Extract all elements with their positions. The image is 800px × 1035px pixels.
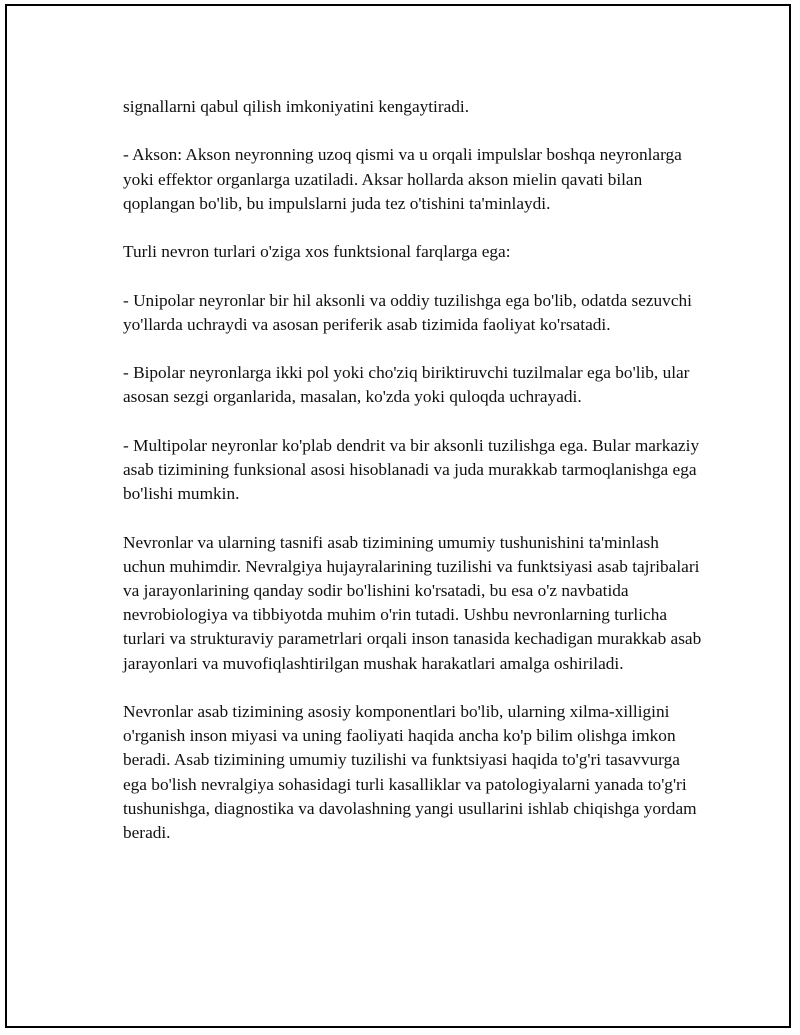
paragraph-unipolar: - Unipolar neyronlar bir hil aksonli va oddiy tuzilishga ega bo'lib, odatda sezuvchi yo'llarda uchraydi va asosan periferik asab tizimida faoliyat ko'rsatadi. <box>123 290 692 334</box>
paragraph-continuation: signallarni qabul qilish imkoniyatini kengaytiradi. <box>123 97 470 116</box>
paragraph-bipolar: - Bipolar neyronlarga ikki pol yoki cho'ziq biriktiruvchi tuzilmalar ega bo'lib, ular asosan sezgi organlarida, masalan, ko'zda yoki quloqda uchrayadi. <box>123 363 690 407</box>
paragraph-conclusion: Nevronlar asab tizimining asosiy komponentlari bo'lib, ularning xilma-xilligini o'rganish inson miyasi va uning faoliyati haqida ancha ko'p bilim olishga imkon beradi. Asab tizimining umumiy tuzilishi va funktsiyasi haqida to'g'ri tasavvurga ega bo'lish nevralgiya sohasidagi turli kasalliklar va patologiyalarni yanada to'g'ri tushunishga, diagnostika va davolashning yangi usullarini ishlab chiqishga yordam beradi. <box>123 701 697 842</box>
document-body <box>123 95 703 845</box>
paragraph-neuron-types-intro: Turli nevron turlari o'ziga xos funktsional farqlarga ega: <box>123 242 511 262</box>
paragraph-classification: Nevronlar va ularning tasnifi asab tizimining umumiy tushunishini ta'minlash uchun muhimdir. Nevralgiya hujayralarining tuzilishi va funktsiyasi asab tajribalari va jarayonlarining qanday sodir bo'lishini ko'rsatadi, bu esa o'z navbatida nevrobiologiya va tibbiyotda muhim o'rin tutadi. Ushbu nevronlarning turlicha turlari va strukturaviy parametrlari orqali inson tanasida kechadigan murakkab asab jarayonlari va muvofiqlashtirilgan mushak harakatlari amalga oshiriladi. <box>123 532 702 673</box>
page-frame <box>5 4 791 1028</box>
paragraph-akson: - Akson: Akson neyronning uzoq qismi va u orqali impulslar boshqa neyronlarga yoki effektor organlarga uzatiladi. Aksar hollarda akson mielin qavati bilan qoplangan bo'lib, bu impulslarni juda tez o'tishini ta'minlaydi. <box>123 145 682 213</box>
paragraph-multipolar: - Multipolar neyronlar ko'plab dendrit va bir aksonli tuzilishga ega. Bular markaziy asab tizimining funksional asosi hisoblanadi va juda murakkab tarmoqlanishga ega bo'lishi mumkin. <box>123 435 700 504</box>
